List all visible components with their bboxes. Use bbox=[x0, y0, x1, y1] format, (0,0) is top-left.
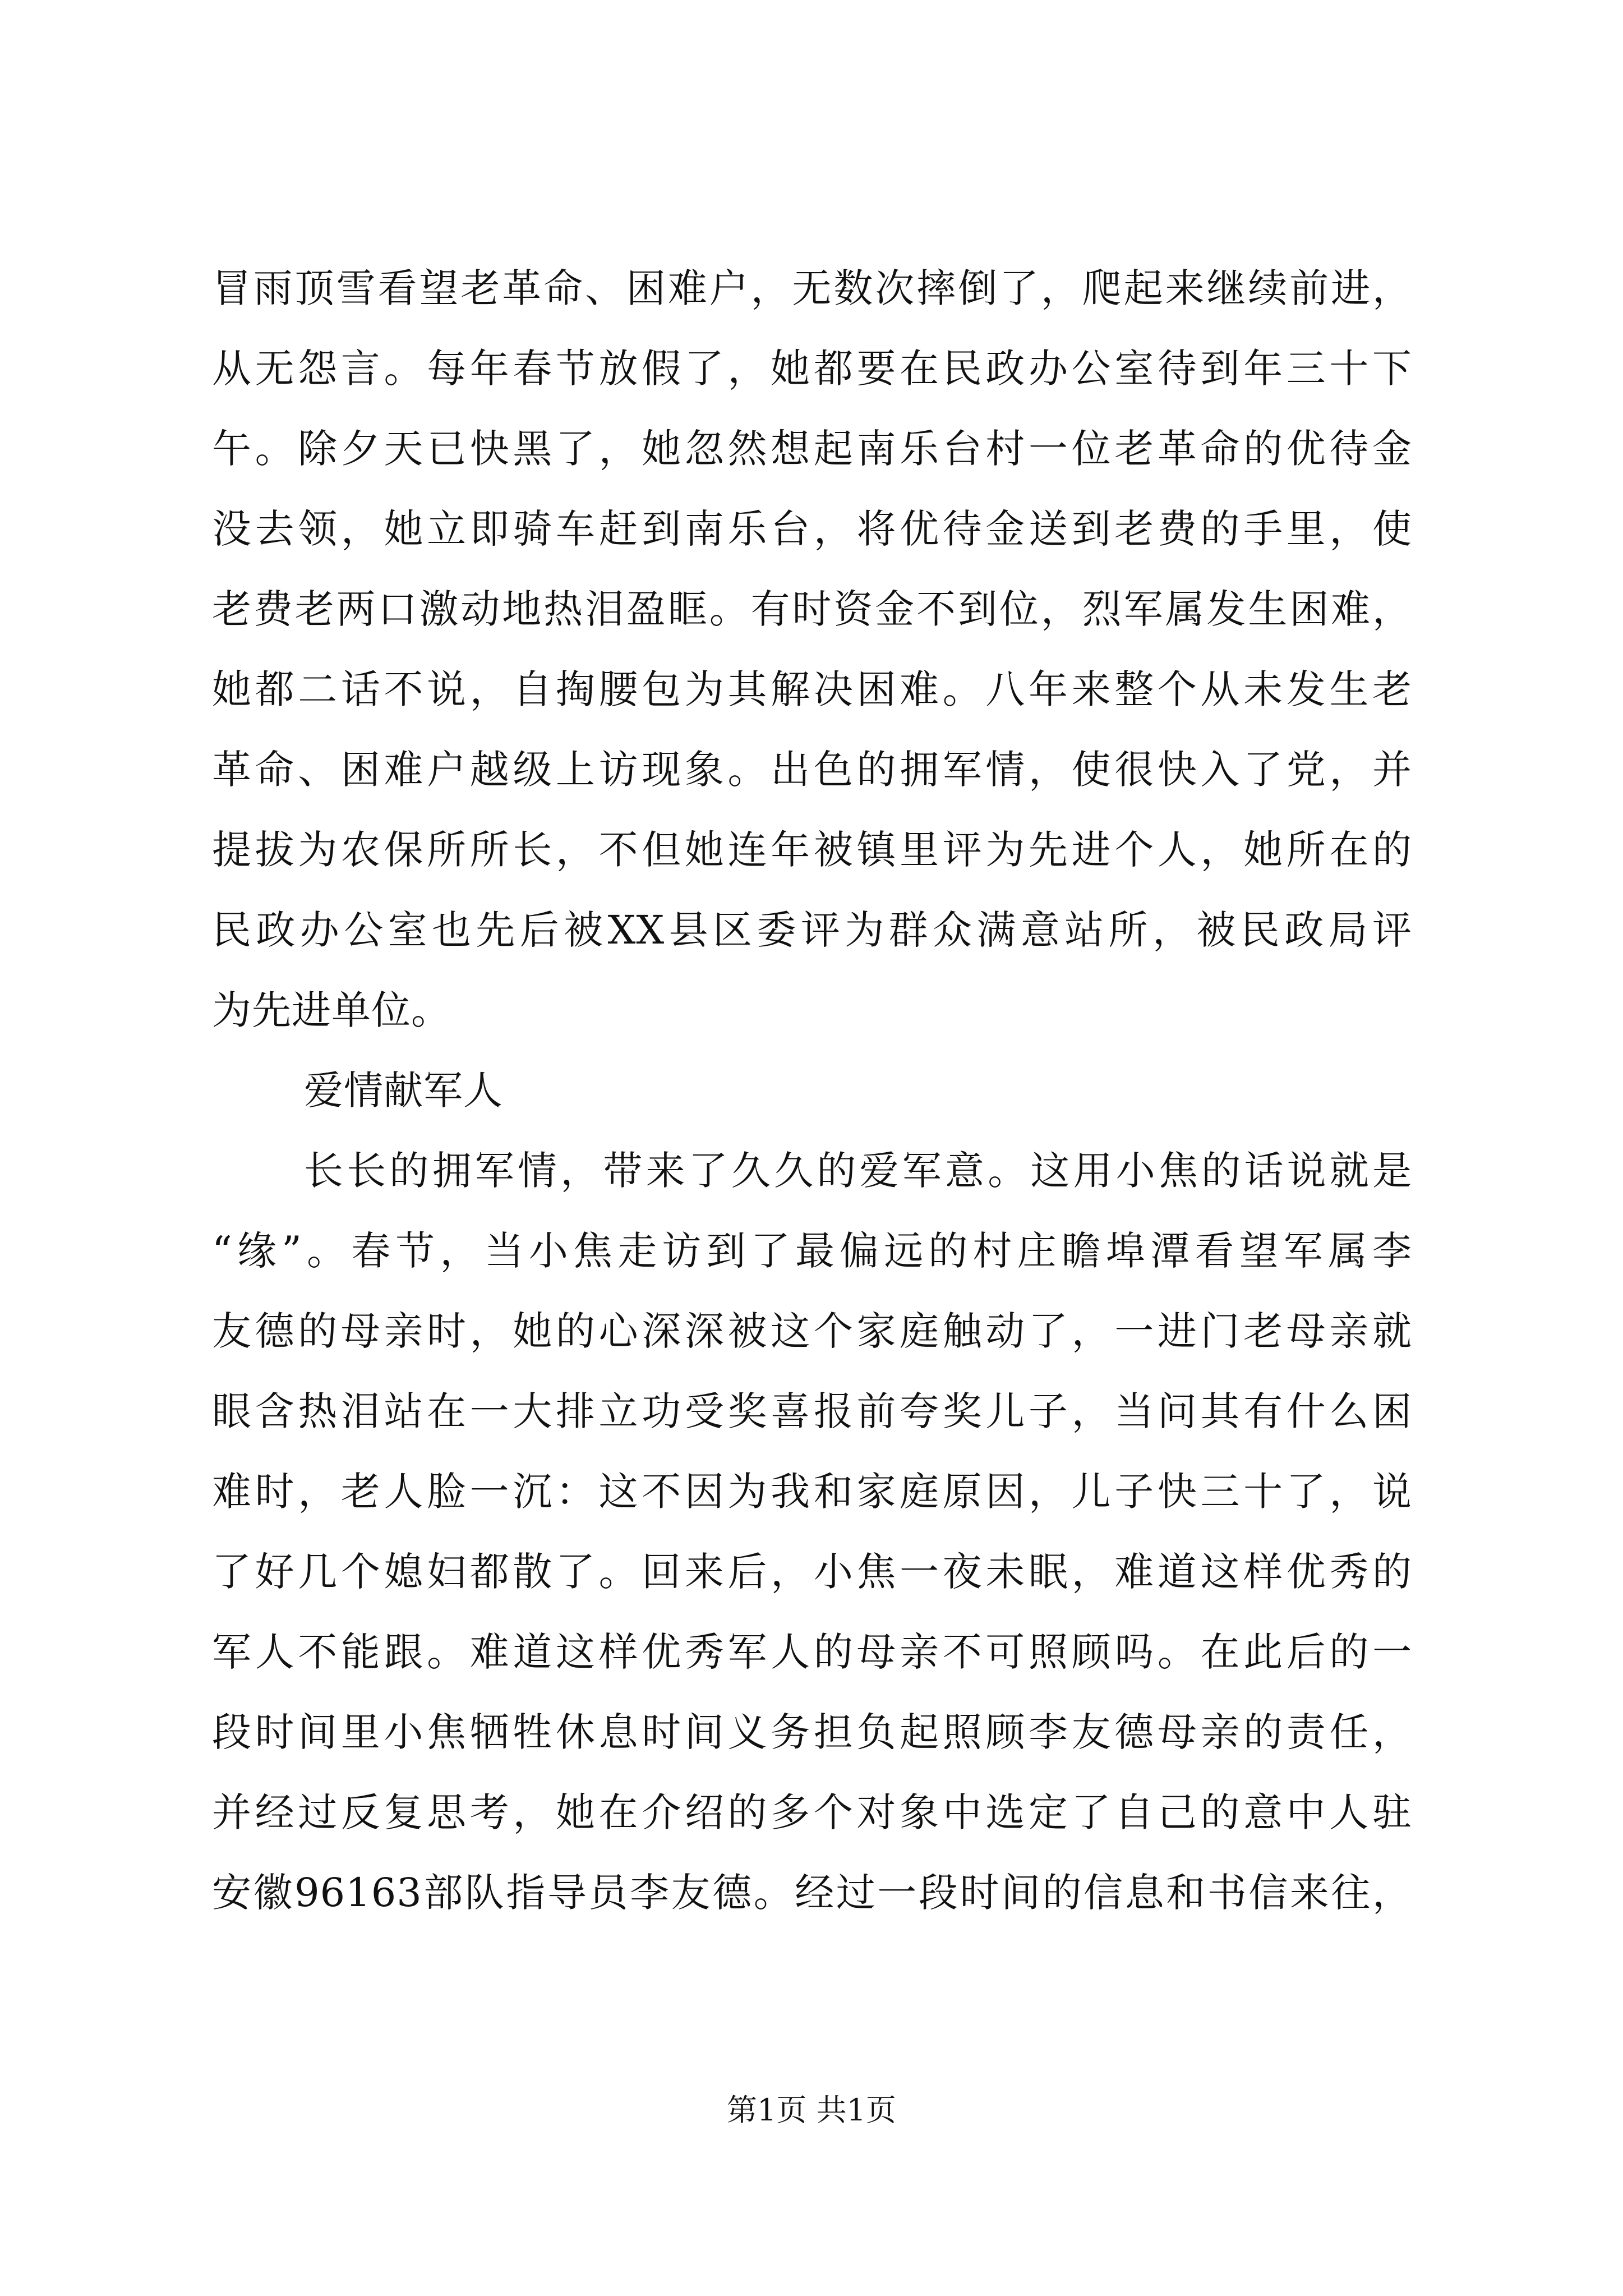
text-line-21: 安徽96163部队指导员李友德。经过一段时间的信息和书信来往， bbox=[212, 1870, 1412, 1916]
document-body bbox=[212, 249, 1412, 1933]
text-line-3: 午。除夕天已快黑了，她忽然想起南乐台村一位老革命的优待金 bbox=[212, 426, 1412, 472]
text-line-9: 民政办公室也先后被XX县区委评为群众满意站所，被民政局评 bbox=[212, 907, 1412, 953]
text-line-1: 冒雨顶雪看望老革命、困难户，无数次摔倒了，爬起来继续前进， bbox=[212, 265, 1412, 311]
text-line-19: 段时间里小焦牺牲休息时间义务担负起照顾李友德母亲的责任， bbox=[212, 1709, 1412, 1755]
text-line-14: 友德的母亲时，她的心深深被这个家庭触动了，一进门老母亲就 bbox=[212, 1308, 1412, 1354]
text-line-8: 提拔为农保所所长，不但她连年被镇里评为先进个人，她所在的 bbox=[212, 827, 1412, 873]
page-footer: 第1页 共1页 bbox=[727, 2092, 896, 2128]
text-line-16: 难时，老人脸一沉：这不因为我和家庭原因，儿子快三十了，说 bbox=[212, 1469, 1412, 1515]
text-line-15: 眼含热泪站在一大排立功受奖喜报前夸奖儿子，当问其有什么困 bbox=[212, 1388, 1412, 1434]
text-line-2: 从无怨言。每年春节放假了，她都要在民政办公室待到年三十下 bbox=[212, 346, 1412, 392]
text-line-18: 军人不能跟。难道这样优秀军人的母亲不可照顾吗。在此后的一 bbox=[212, 1629, 1412, 1675]
text-line-5: 老费老两口激动地热泪盈眶。有时资金不到位，烈军属发生困难， bbox=[212, 586, 1412, 632]
text-line-20: 并经过反复思考，她在介绍的多个对象中选定了自己的意中人驻 bbox=[212, 1789, 1412, 1835]
text-line-17: 了好几个媳妇都散了。回来后，小焦一夜未眠，难道这样优秀的 bbox=[212, 1549, 1412, 1595]
text-line-13: “缘”。春节，当小焦走访到了最偏远的村庄瞻埠潭看望军属李 bbox=[212, 1228, 1412, 1274]
text-line-10: 为先进单位。 bbox=[212, 987, 451, 1033]
text-line-6: 她都二话不说，自掏腰包为其解决困难。八年来整个从未发生老 bbox=[212, 666, 1412, 712]
text-line-7: 革命、困难户越级上访现象。出色的拥军情，使很快入了党，并 bbox=[212, 747, 1412, 793]
text-line-12: 长长的拥军情，带来了久久的爱军意。这用小焦的话说就是 bbox=[304, 1148, 1412, 1194]
section-heading: 爱情献军人 bbox=[304, 1068, 503, 1114]
text-line-4: 没去领，她立即骑车赶到南乐台，将优待金送到老费的手里，使 bbox=[212, 506, 1412, 552]
